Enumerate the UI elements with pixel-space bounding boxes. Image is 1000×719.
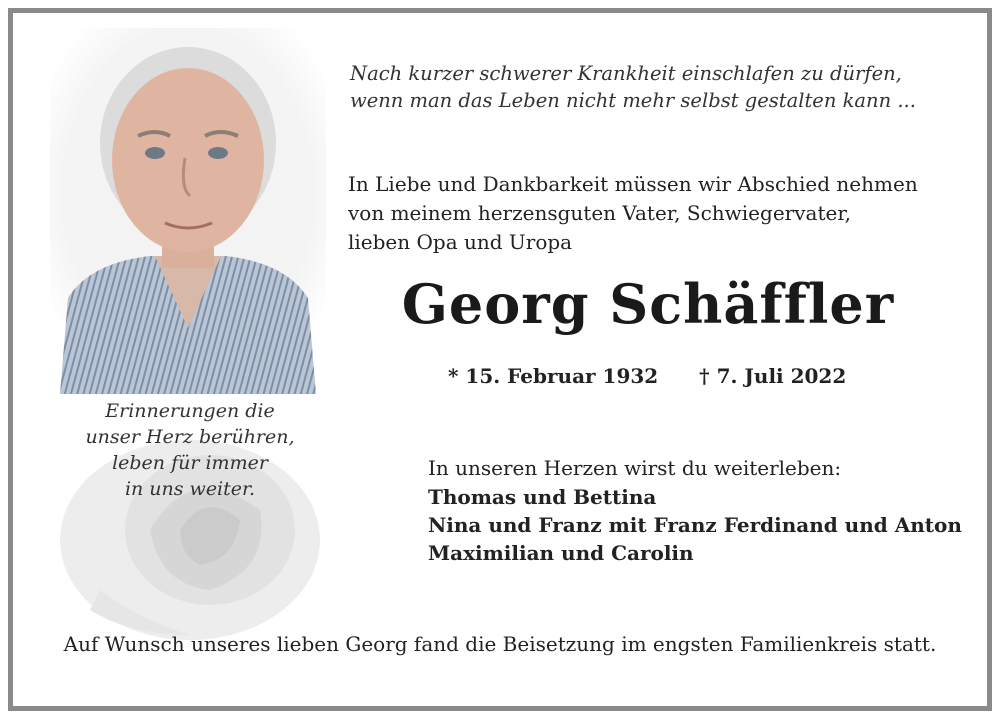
portrait-photo	[50, 28, 326, 394]
death-date: † 7. Juli 2022	[699, 364, 847, 388]
announcement-line: In Liebe und Dankbarkeit müssen wir Abschied nehmen	[348, 172, 918, 196]
intro-quote-line: wenn man das Leben nicht mehr selbst gestalten kann ...	[350, 89, 916, 112]
memorial-quote-line: leben für immer	[112, 452, 268, 474]
memorial-quote-line: Erinnerungen die	[105, 400, 275, 422]
intro-quote	[350, 60, 916, 114]
mourners-list	[428, 483, 962, 567]
memorial-quote-line: in uns weiter.	[124, 478, 256, 500]
announcement-text	[348, 170, 918, 257]
memorial-quote-line: unser Herz berühren,	[85, 426, 295, 448]
intro-quote-line: Nach kurzer schwerer Krankheit einschlafen zu dürfen,	[350, 62, 902, 85]
mourners-intro: In unseren Herzen wirst du weiterleben:	[428, 456, 842, 480]
mourner-entry: Nina und Franz mit Franz Ferdinand und Anton	[428, 513, 962, 537]
announcement-line: lieben Opa und Uropa	[348, 230, 573, 254]
mourner-entry: Maximilian und Carolin	[428, 541, 694, 565]
life-dates	[448, 364, 880, 388]
mourner-entry: Thomas und Bettina	[428, 485, 657, 509]
birth-date: * 15. Februar 1932	[448, 364, 659, 388]
announcement-line: von meinem herzensguten Vater, Schwiegervater,	[348, 201, 852, 225]
memorial-quote	[40, 398, 340, 502]
deceased-name: Georg Schäffler	[401, 272, 895, 336]
burial-note: Auf Wunsch unseres lieben Georg fand die Beisetzung im engsten Familienkreis statt.	[63, 632, 937, 656]
